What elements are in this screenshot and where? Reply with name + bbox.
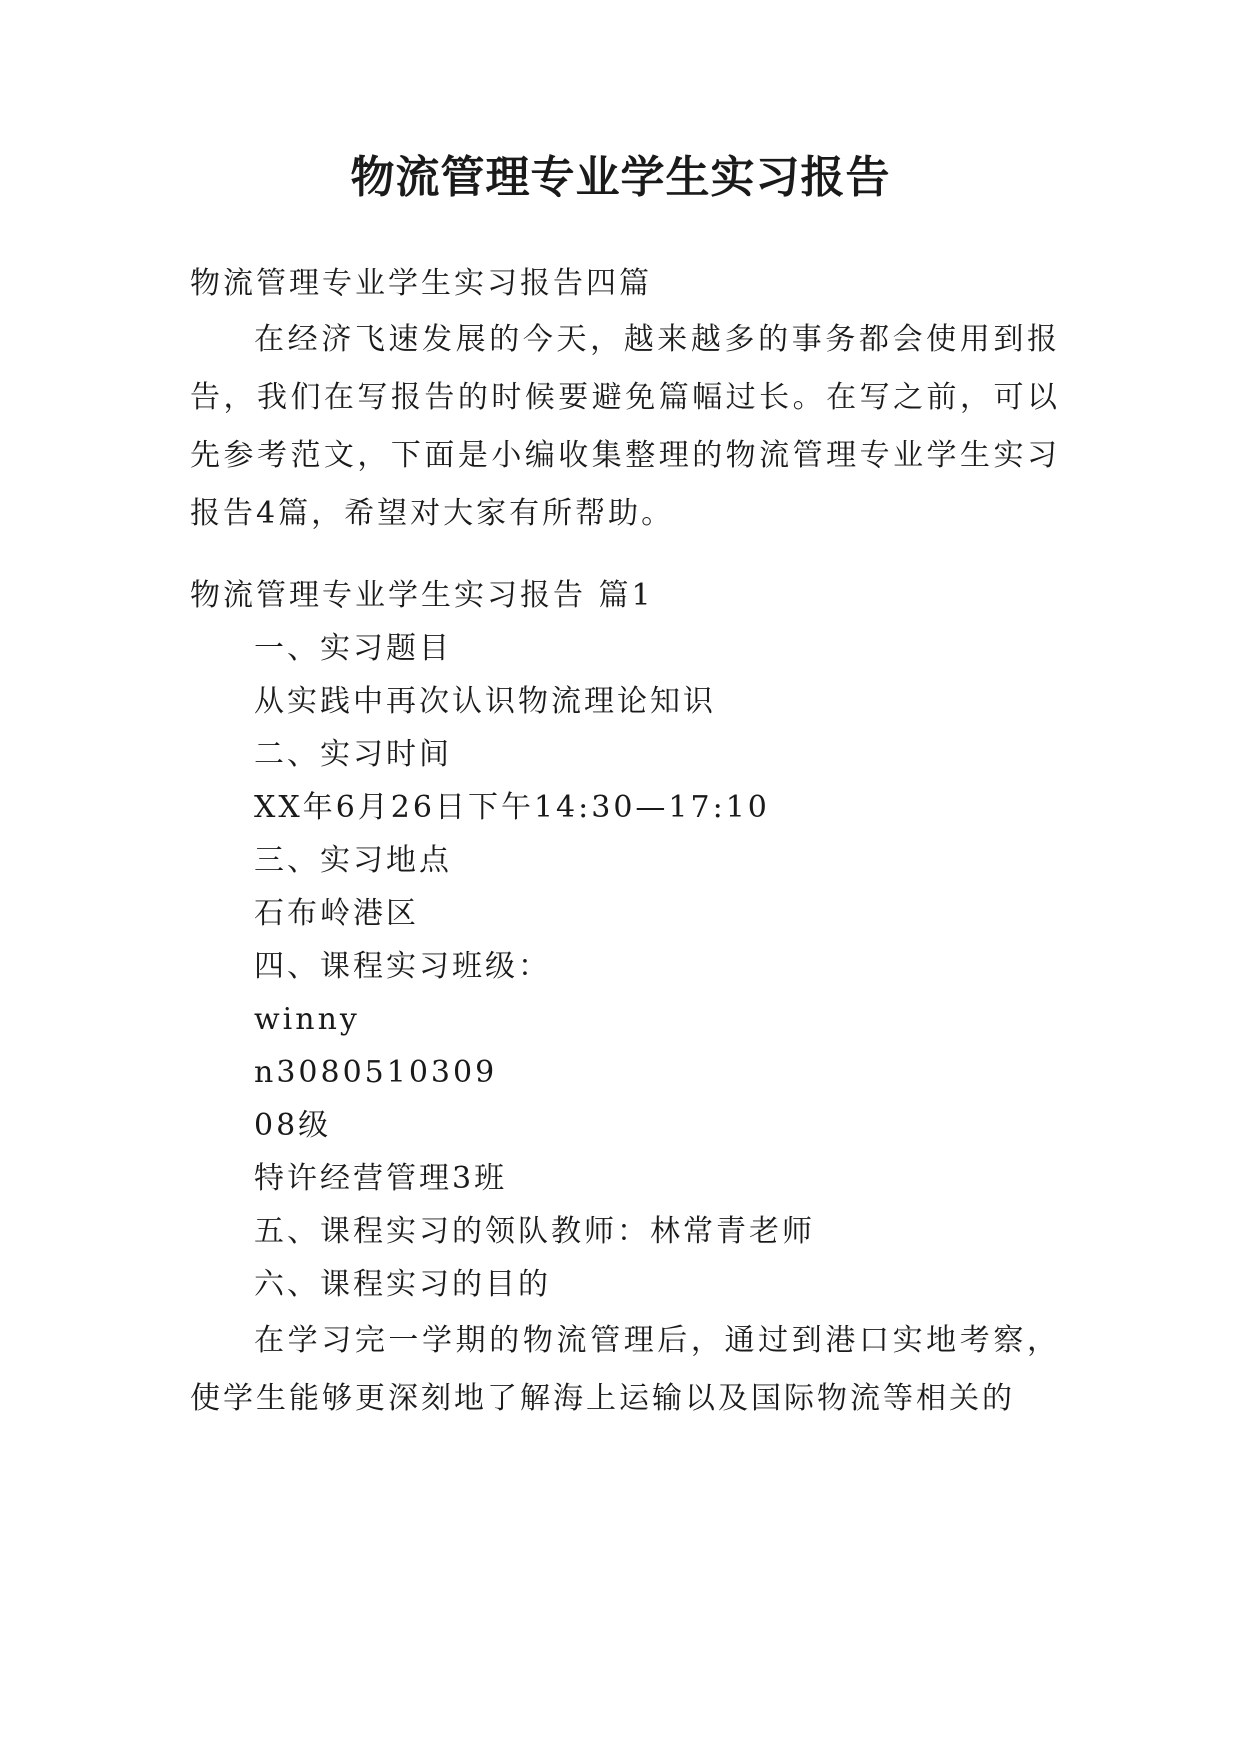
section-heading: 物流管理专业学生实习报告 篇1	[190, 578, 654, 613]
heading-topic: 一、实习题目	[254, 631, 452, 666]
heading-teacher: 五、课程实习的领队教师：林常青老师	[254, 1214, 815, 1249]
value-topic: 从实践中再次认识物流理论知识	[254, 684, 716, 719]
value-class-major: 特许经营管理3班	[254, 1161, 508, 1196]
heading-purpose: 六、课程实习的目的	[254, 1267, 551, 1302]
value-time: XX年6月26日下午14:30—17:10	[254, 790, 770, 825]
document-subtitle: 物流管理专业学生实习报告四篇	[190, 266, 652, 301]
value-class-id: n3080510309	[254, 1055, 498, 1090]
document-title: 物流管理专业学生实习报告	[350, 152, 891, 203]
heading-time: 二、实习时间	[254, 737, 452, 772]
purpose-paragraph: 在学习完一学期的物流管理后，通过到港口实地考察，使学生能够更深刻地了解海上运输以及国际物流等相关的	[190, 1323, 1060, 1416]
heading-location: 三、实习地点	[254, 843, 452, 878]
intro-paragraph: 在经济飞速发展的今天，越来越多的事务都会使用到报告，我们在写报告的时候要避免篇幅过长。在写之前，可以先参考范文，下面是小编收集整理的物流管理专业学生实习报告4篇，希望对大家有所帮助。	[190, 322, 1060, 531]
value-class-name: winny	[254, 1002, 360, 1037]
heading-class: 四、课程实习班级：	[254, 949, 551, 984]
value-location: 石布岭港区	[254, 896, 419, 931]
value-class-grade: 08级	[254, 1108, 332, 1143]
